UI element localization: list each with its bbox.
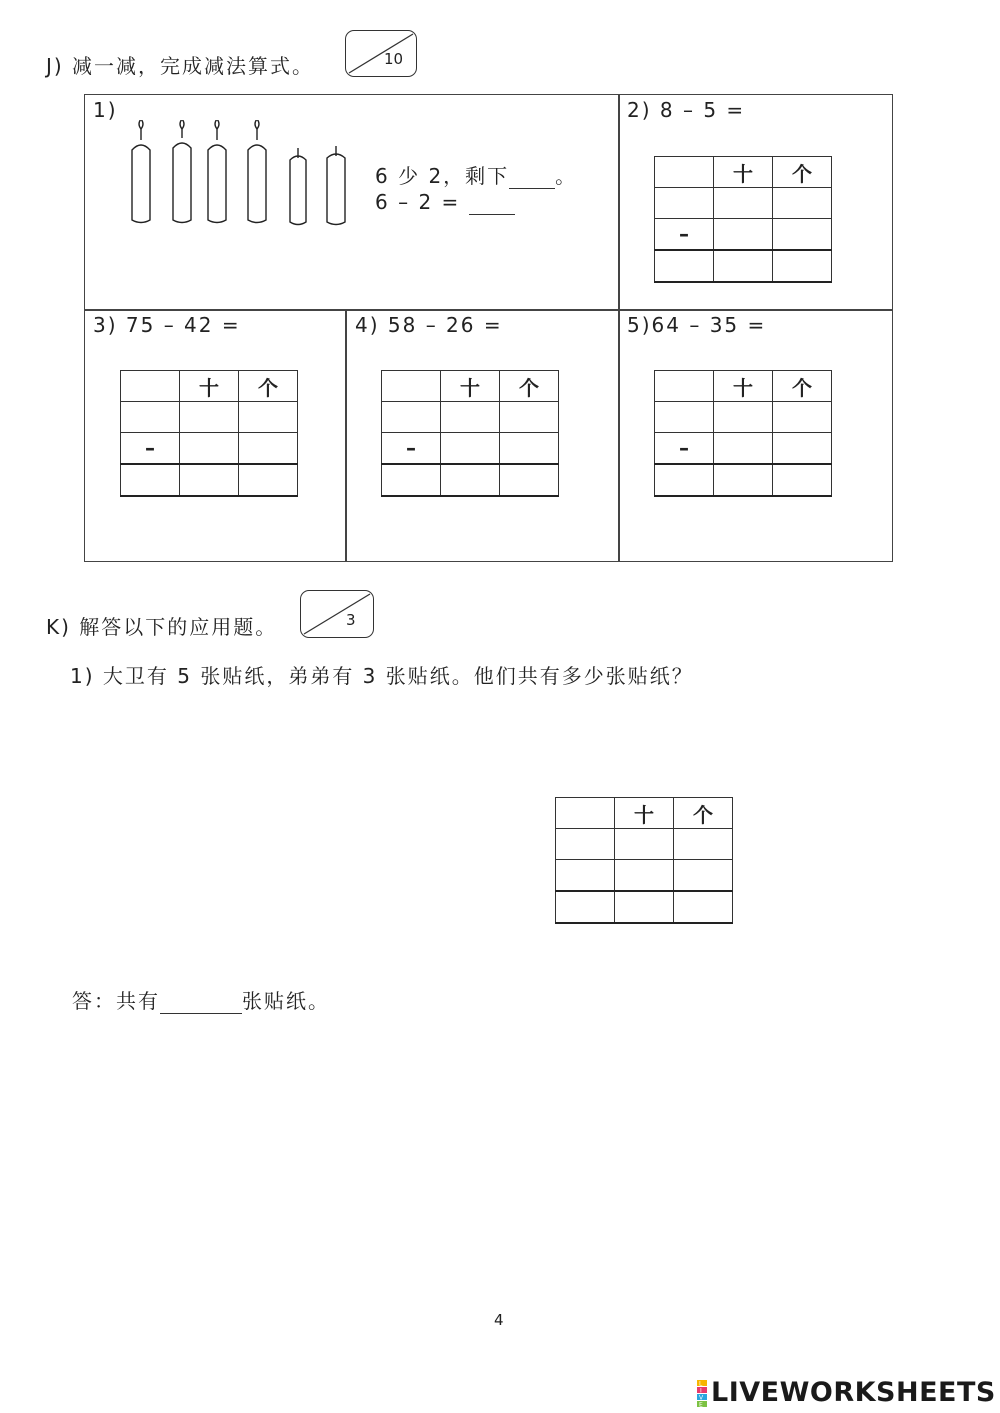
grid-cell[interactable] <box>655 188 714 219</box>
candle-out-5 <box>290 148 306 225</box>
grid-cell[interactable] <box>714 402 773 433</box>
result-cell[interactable] <box>773 464 832 496</box>
result-cell[interactable] <box>655 250 714 282</box>
grid-cell[interactable] <box>441 402 500 433</box>
brand-mark-i: I <box>700 1387 702 1395</box>
grid-cell[interactable] <box>500 402 559 433</box>
question-1-equation: 6 – 2 = <box>375 190 461 214</box>
question-2-grid <box>654 156 832 283</box>
question-4-grid <box>381 370 559 497</box>
question-5-grid <box>654 370 832 497</box>
section-k-title: K) 解答以下的应用题。 <box>46 615 278 639</box>
section-k-score-box <box>300 590 374 638</box>
answer-blank-k1[interactable] <box>160 989 242 1014</box>
grid-cell[interactable] <box>615 829 674 860</box>
question-2-label: 2) 8 – 5 = <box>627 98 746 122</box>
question-1-line1-text: 6 少 2，剩下 <box>375 164 510 188</box>
tens-header: 十 <box>615 798 674 829</box>
question-1-line2 <box>375 190 515 215</box>
answer-blank-1a[interactable] <box>509 164 555 189</box>
result-cell[interactable] <box>674 891 733 923</box>
result-cell[interactable] <box>121 464 180 496</box>
answer-blank-1b[interactable] <box>469 190 515 215</box>
answer-suffix: 张贴纸。 <box>242 989 330 1013</box>
grid-cell[interactable] <box>773 219 832 251</box>
grid-cell[interactable] <box>773 433 832 465</box>
question-1-line1-end: 。 <box>555 164 578 188</box>
grid-cell[interactable] <box>773 188 832 219</box>
grid-cell[interactable] <box>121 402 180 433</box>
grid-cell[interactable] <box>674 829 733 860</box>
grid-cell[interactable] <box>655 402 714 433</box>
grid-cell[interactable] <box>674 860 733 892</box>
grid-cell[interactable] <box>239 402 298 433</box>
grid-cell[interactable] <box>655 371 714 402</box>
answer-line <box>72 985 330 1014</box>
brand-name: LIVEWORKSHEETS <box>711 1377 996 1408</box>
question-3-label: 3) 75 – 42 = <box>93 313 241 337</box>
ones-header: 个 <box>773 157 832 188</box>
result-cell[interactable] <box>714 250 773 282</box>
question-1-line1 <box>375 160 577 189</box>
minus-sign: – <box>121 433 180 465</box>
result-cell[interactable] <box>556 891 615 923</box>
tens-header: 十 <box>441 371 500 402</box>
tens-header: 十 <box>714 157 773 188</box>
candle-lit-1 <box>132 120 150 223</box>
result-cell[interactable] <box>615 891 674 923</box>
brand-mark-v: V <box>699 1394 704 1402</box>
grid-cell[interactable] <box>382 371 441 402</box>
word-problem-1: 1) 大卫有 5 张贴纸，弟弟有 3 张贴纸。他们共有多少张贴纸？ <box>70 664 694 688</box>
question-3-grid <box>120 370 298 497</box>
brand-mark-l: L <box>699 1380 703 1388</box>
question-4-label: 4) 58 – 26 = <box>355 313 503 337</box>
tens-header: 十 <box>180 371 239 402</box>
word-problem-grid <box>555 797 733 924</box>
result-cell[interactable] <box>655 464 714 496</box>
grid-cell[interactable] <box>500 433 559 465</box>
ones-header: 个 <box>773 371 832 402</box>
grid-cell[interactable] <box>121 371 180 402</box>
grid-cell[interactable] <box>773 402 832 433</box>
result-cell[interactable] <box>382 464 441 496</box>
result-cell[interactable] <box>239 464 298 496</box>
grid-cell[interactable] <box>441 433 500 465</box>
section-j-score: 10 <box>384 50 404 68</box>
result-cell[interactable] <box>773 250 832 282</box>
grid-cell[interactable] <box>180 402 239 433</box>
minus-sign: – <box>655 433 714 465</box>
result-cell[interactable] <box>441 464 500 496</box>
question-1-label: 1) <box>93 98 118 122</box>
grid-cell[interactable] <box>556 829 615 860</box>
candle-lit-2 <box>173 120 191 223</box>
result-cell[interactable] <box>714 464 773 496</box>
grid-cell[interactable] <box>714 433 773 465</box>
page-number: 4 <box>494 1311 504 1329</box>
candle-lit-4 <box>248 120 266 223</box>
answer-prefix: 答：共有 <box>72 989 160 1013</box>
candles-illustration <box>120 120 360 230</box>
section-j-score-box <box>345 30 417 77</box>
candle-out-6 <box>327 146 345 225</box>
candle-lit-3 <box>208 120 226 223</box>
tens-header: 十 <box>714 371 773 402</box>
minus-sign: – <box>655 219 714 251</box>
grid-cell[interactable] <box>615 860 674 892</box>
grid-cell[interactable] <box>714 188 773 219</box>
brand-mark-e: E <box>699 1401 703 1409</box>
grid-cell[interactable] <box>655 157 714 188</box>
result-cell[interactable] <box>500 464 559 496</box>
grid-cell[interactable] <box>714 219 773 251</box>
grid-cell[interactable] <box>556 798 615 829</box>
result-cell[interactable] <box>180 464 239 496</box>
section-k-score: 3 <box>346 611 356 629</box>
ones-header: 个 <box>239 371 298 402</box>
question-5-label: 5)64 – 35 = <box>627 313 767 337</box>
grid-cell[interactable] <box>239 433 298 465</box>
grid-cell[interactable] <box>556 860 615 892</box>
grid-cell[interactable] <box>382 402 441 433</box>
ones-header: 个 <box>500 371 559 402</box>
section-j-title: J) 减一减，完成减法算式。 <box>46 54 315 78</box>
minus-sign: – <box>382 433 441 465</box>
grid-cell[interactable] <box>180 433 239 465</box>
ones-header: 个 <box>674 798 733 829</box>
